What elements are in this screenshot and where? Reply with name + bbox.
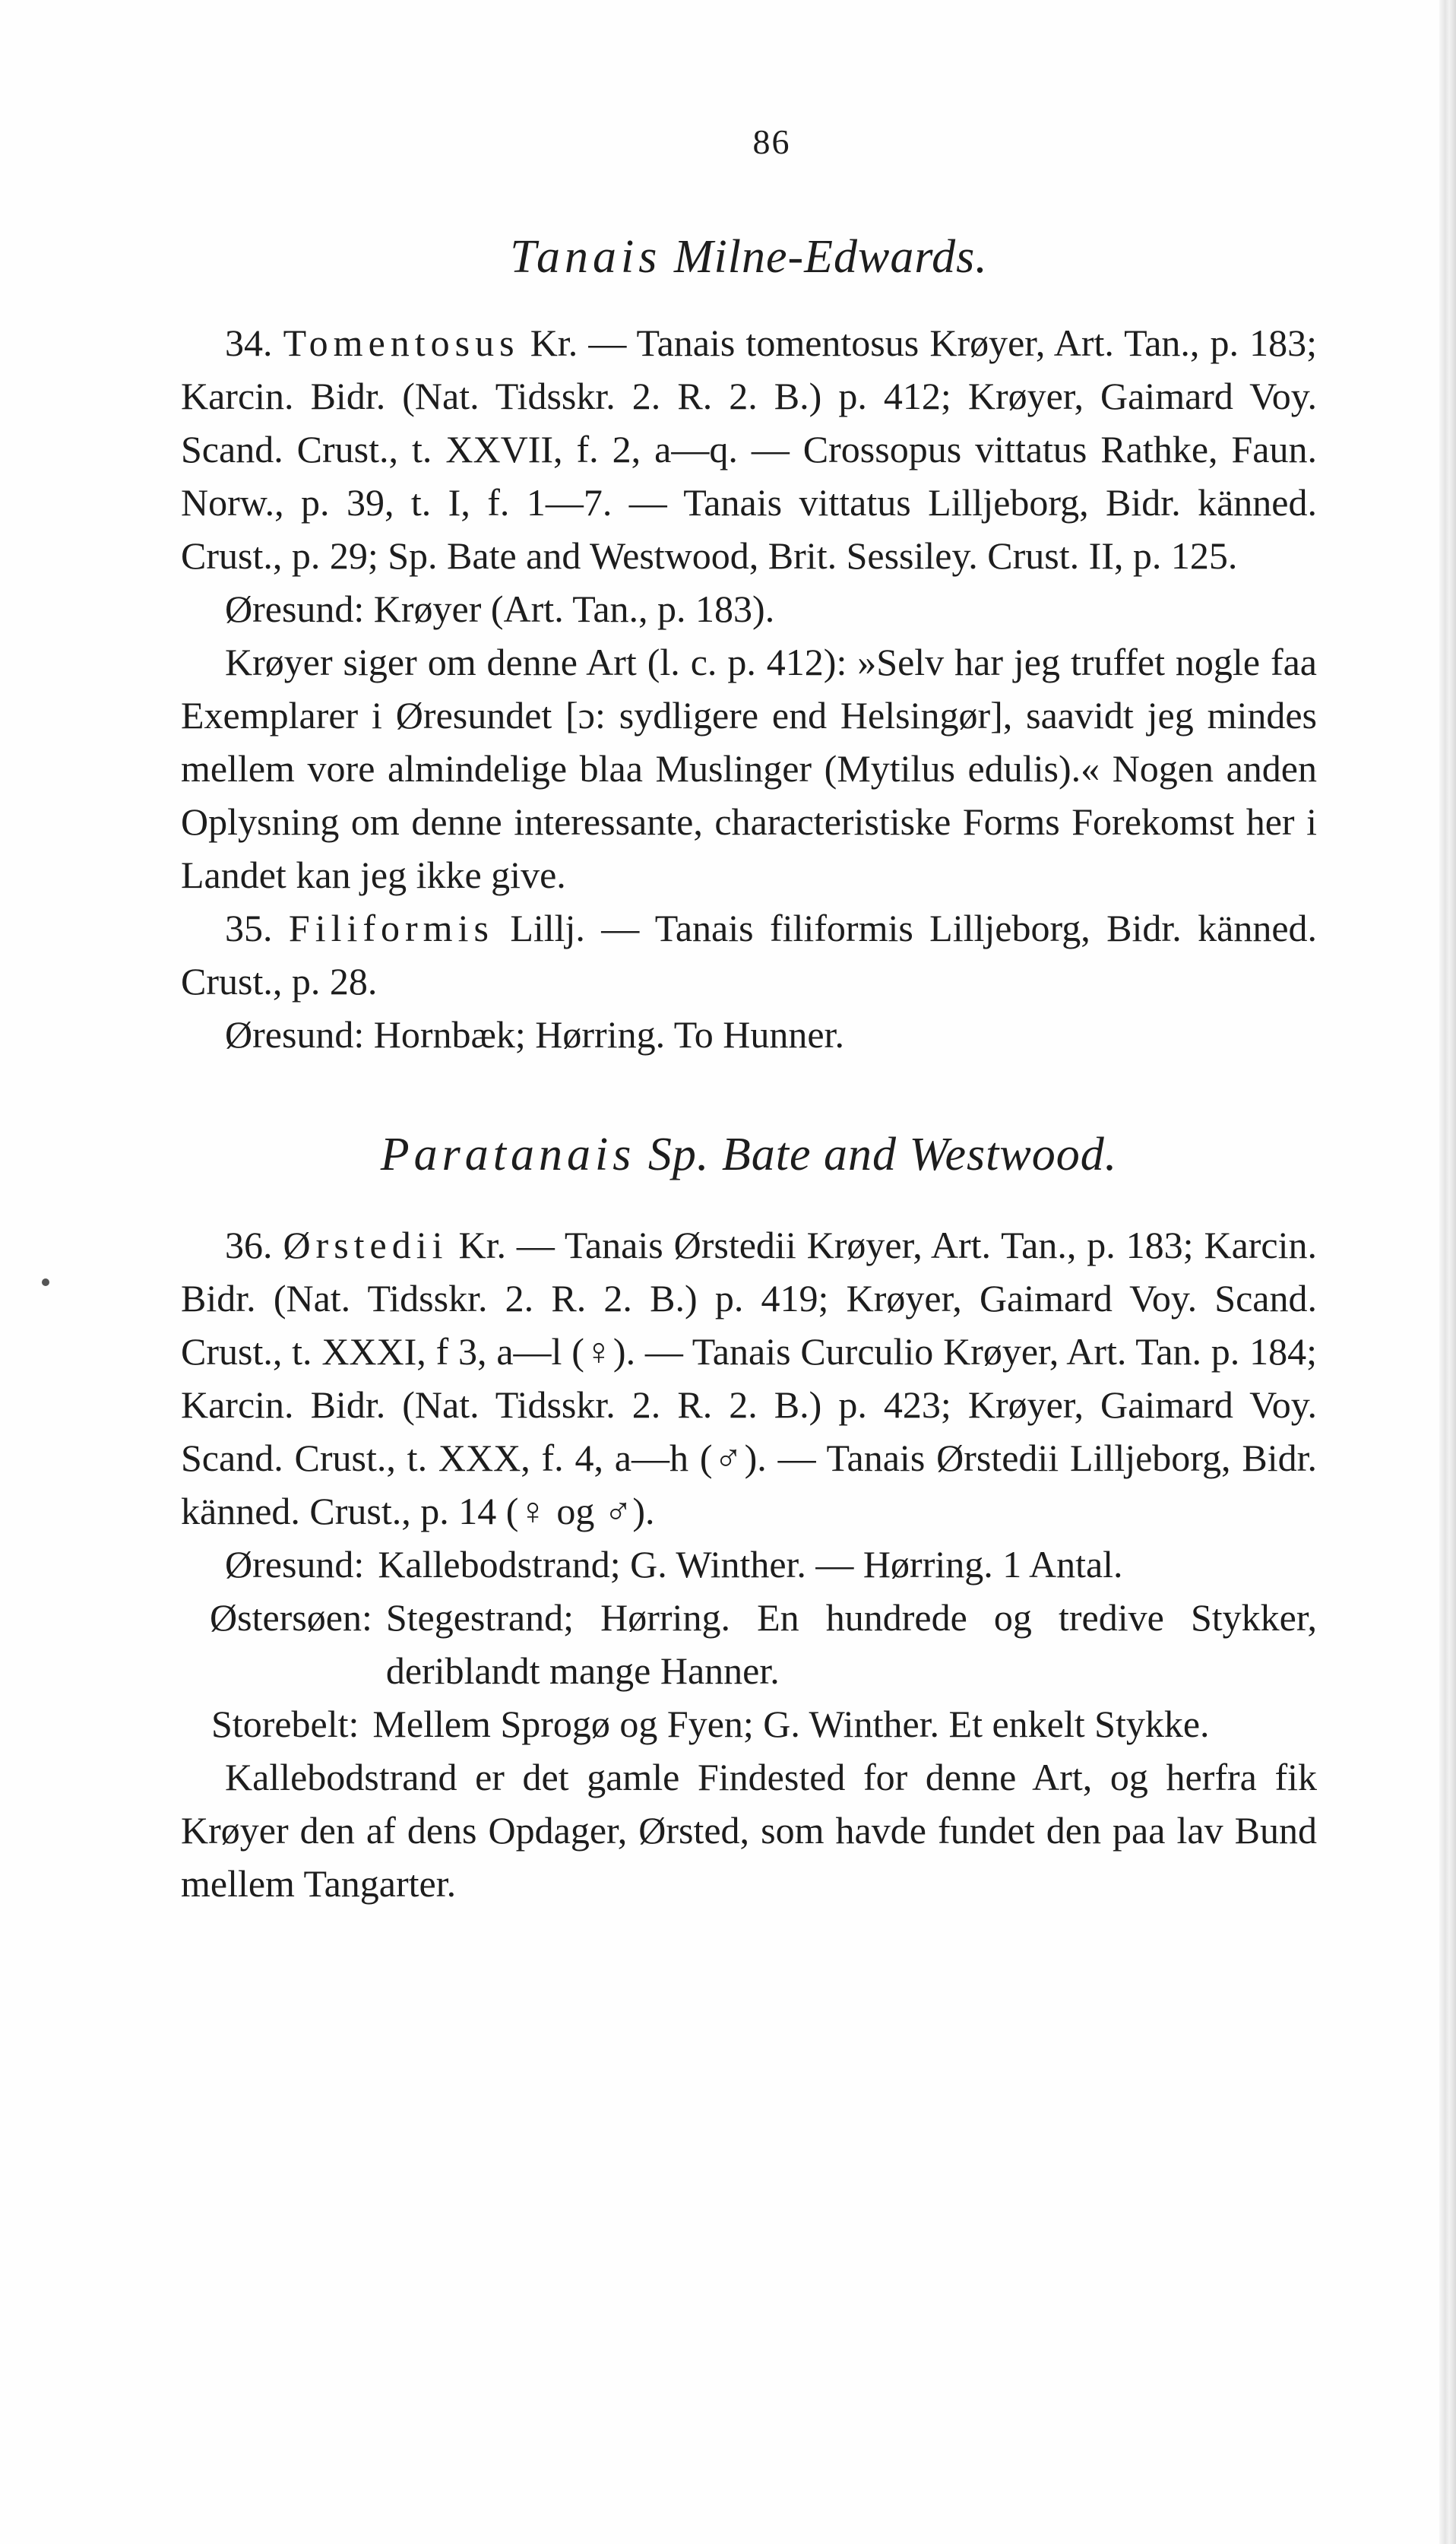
entry-34-locality: Øresund: Krøyer (Art. Tan., p. 183). xyxy=(225,588,775,630)
entry-text: Kr. — Tanais Ørstedii Krøyer, Art. Tan., p. 183; Karcin. Bidr. (Nat. Tidsskr. 2. R. 2. B.) p. 419; Krøyer, Gaimard Voy. Scand. Crust., t. XXXI, f 3, a—l (♀). — Tanais Curculio Krøyer, Art. Tan. p. 184; Karcin. Bidr. (Nat. Tidsskr. 2. R. 2. B.) p. 423; Krøyer, Gaimard Voy. Scand. Crust., t. XXX, f. 4, a—h (♂). — Tanais Ørstedii Lilljeborg, Bidr. känned. Crust., p. 14 (♀ og ♂). xyxy=(181,1224,1318,1532)
entry-number: 36. xyxy=(225,1224,273,1266)
entry-number: 35. xyxy=(225,907,273,949)
heading-paratanais xyxy=(181,1128,1317,1182)
species-name: Ørstedii xyxy=(283,1224,448,1266)
heading-genus: Paratanais xyxy=(380,1129,636,1180)
locality-label: Øresund: xyxy=(225,1543,365,1586)
margin-dot xyxy=(42,1278,49,1286)
locality-value: Mellem Sprogø og Fyen; G. Winther. Et enkelt Stykke. xyxy=(372,1703,1210,1745)
entry-36-note: Kallebodstrand er det gamle Findested for denne Art, og herfra fik Krøyer den af dens Opdager, Ørsted, som havde fundet den paa lav Bund mellem Tangarter. xyxy=(181,1756,1317,1905)
entry-34 xyxy=(181,316,1317,582)
entry-text: Kr. — Tanais tomentosus Krøyer, Art. Tan., p. 183; Karcin. Bidr. (Nat. Tidsskr. 2. R. 2. B.) p. 412; Krøyer, Gaimard Voy. Scand. Crust., t. XXVII, f. 2, a—q. — Crossopus vittatus Rathke, Faun. Norw., p. 39, t. I, f. 1—7. — Tanais vittatus Lilljeborg, Bidr. känned. Crust., p. 29; Sp. Bate and Westwood, Brit. Sessiley. Crust. II, p. 125. xyxy=(181,322,1318,577)
page-edge-shadow xyxy=(1439,0,1456,2544)
entry-35-locality: Øresund: Hornbæk; Hørring. To Hunner. xyxy=(225,1013,844,1056)
heading-author: Sp. Bate and Westwood. xyxy=(647,1129,1118,1180)
locality-value: Kallebodstrand; G. Winther. — Hørring. 1 Antal. xyxy=(378,1543,1123,1586)
entry-35 xyxy=(181,901,1317,1008)
entry-36 xyxy=(181,1218,1317,1538)
text-block xyxy=(181,122,1317,1910)
entry-34-note: Krøyer siger om denne Art (l. c. p. 412): »Selv har jeg truffet nogle faa Exemplarer i Øresundet [ɔ: sydligere end Helsingør], saavidt jeg mindes mellem vore almindelige blaa Muslinger (Mytilus edulis).« Nogen anden Oplysning om denne interessante, characteristiske Forms Forekomst her i Landet kan jeg ikke give. xyxy=(181,641,1317,896)
page-number: 86 xyxy=(752,122,791,161)
species-name: Tomentosus xyxy=(283,322,520,364)
heading-author: Milne-Edwards. xyxy=(673,231,988,283)
entry-text: Lillj. — Tanais filiformis Lilljeborg, Bidr. känned. Crust., p. 28. xyxy=(181,907,1318,1003)
locality-storebelt xyxy=(181,1697,1317,1750)
locality-oresund xyxy=(181,1538,1317,1591)
locality-label: Østersøen: xyxy=(210,1596,372,1639)
species-name: Filiformis xyxy=(288,907,494,949)
locality-value: Stegestrand; Hørring. En hundrede og tredive Stykker, deriblandt mange Hanner. xyxy=(385,1596,1317,1692)
locality-label: Storebelt: xyxy=(211,1703,359,1745)
heading-tanais xyxy=(181,230,1317,284)
locality-ostersoen xyxy=(181,1591,1317,1697)
entry-number: 34. xyxy=(225,322,273,364)
heading-genus: Tanais xyxy=(510,231,662,283)
